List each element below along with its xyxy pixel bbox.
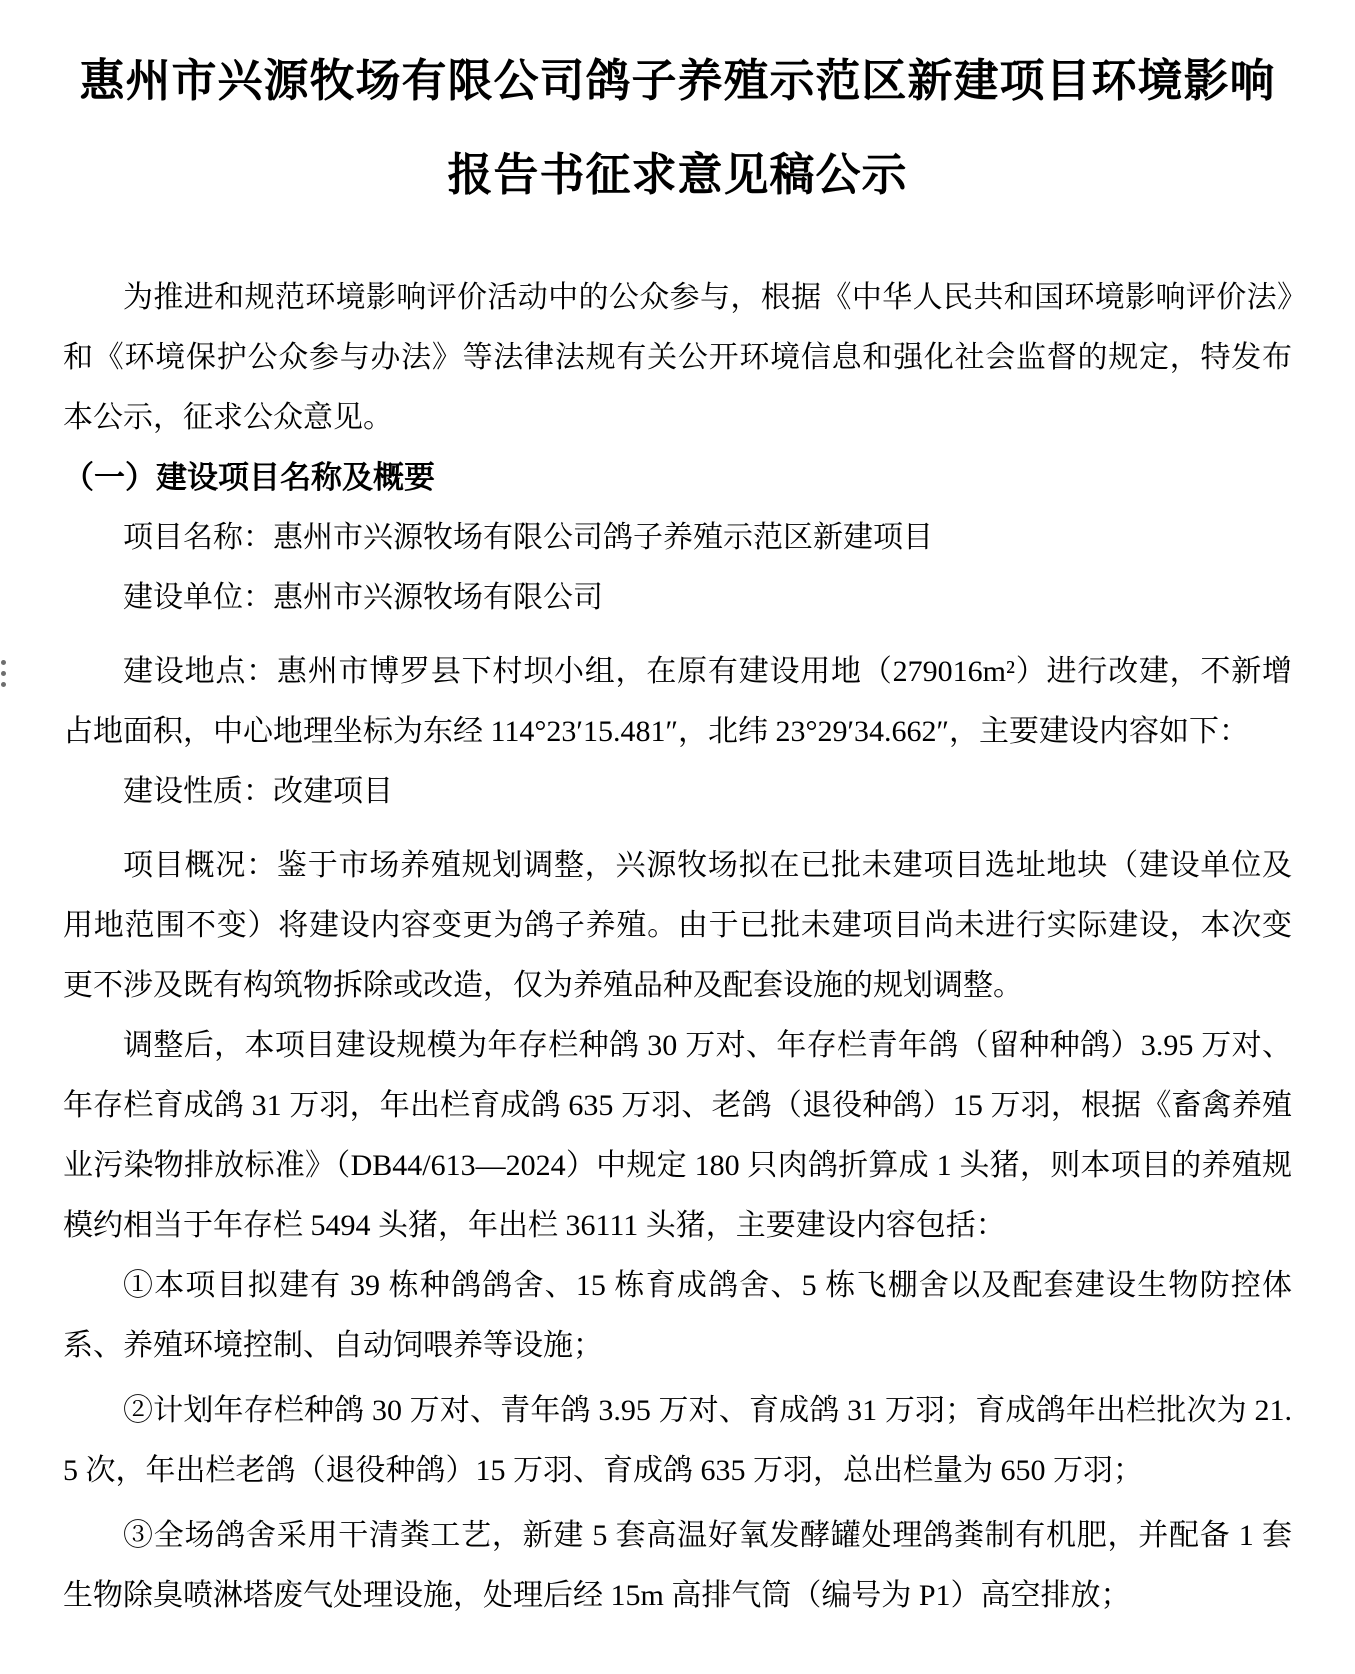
paragraph-item-3: ③全场鸽舍采用干清粪工艺，新建 5 套高温好氧发酵罐处理鸽粪制有机肥，并配备 1 套生物除臭喷淋塔废气处理设施，处理后经 15m 高排气筒（编号为 P1）高空排放；: [63, 1519, 1292, 1612]
dot-icon: [1, 660, 6, 665]
paragraph-construction-site: 建设地点：惠州市博罗县下村坝小组，在原有建设用地（279016m²）进行改建，不新增占地面积，中心地理坐标为东经 114°23′15.481″，北纬 23°29′34.662″，主要建设内容如下：: [63, 655, 1292, 748]
paragraph-item-2: ②计划年存栏种鸽 30 万对、青年鸽 3.95 万对、育成鸽 31 万羽；育成鸽年出栏批次为 21.5 次，年出栏老鸽（退役种鸽）15 万羽、育成鸽 635 万羽，总出栏量为 650 万羽；: [63, 1394, 1292, 1487]
document-title-line-2: 报告书征求意见稿公示: [447, 148, 908, 201]
paragraph-construction-nature: 建设性质：改建项目: [123, 775, 393, 808]
dot-icon: [1, 671, 6, 676]
paragraph-construction-unit: 建设单位：惠州市兴源牧场有限公司: [123, 581, 603, 614]
section-heading-1: （一）建设项目名称及概要: [63, 460, 435, 495]
left-margin-dots-indicator: [1, 660, 7, 687]
paragraph-project-name: 项目名称：惠州市兴源牧场有限公司鸽子养殖示范区新建项目: [123, 521, 933, 554]
dot-icon: [1, 682, 6, 687]
document-title-line-1: 惠州市兴源牧场有限公司鸽子养殖示范区新建项目环境影响: [79, 54, 1276, 107]
paragraph-project-overview: 项目概况：鉴于市场养殖规划调整，兴源牧场拟在已批未建项目选址地块（建设单位及用地范围不变）将建设内容变更为鸽子养殖。由于已批未建项目尚未进行实际建设，本次变更不涉及既有构筑物拆除或改造，仅为养殖品种及配套设施的规划调整。: [63, 849, 1292, 1002]
document-title: [63, 34, 1292, 222]
paragraph-item-1: ①本项目拟建有 39 栋种鸽鸽舍、15 栋育成鸽舍、5 栋飞棚舍以及配套建设生物防控体系、养殖环境控制、自动饲喂养等设施；: [63, 1269, 1292, 1362]
paragraph-adjusted-scale: 调整后，本项目建设规模为年存栏种鸽 30 万对、年存栏青年鸽（留种种鸽）3.95 万对、年存栏育成鸽 31 万羽，年出栏育成鸽 635 万羽、老鸽（退役种鸽）15 万羽，根据《畜禽养殖业污染物排放标准》（DB44/613—2024）中规定 180 只肉鸽折算成 1 头猪，则本项目的养殖规模约相当于年存栏 5494 头猪，年出栏 36111 头猪，主要建设内容包括：: [63, 1029, 1292, 1242]
paragraph-intro: 为推进和规范环境影响评价活动中的公众参与，根据《中华人民共和国环境影响评价法》和《环境保护公众参与办法》等法律法规有关公开环境信息和强化社会监督的规定，特发布本公示，征求公众意见。: [63, 281, 1292, 434]
